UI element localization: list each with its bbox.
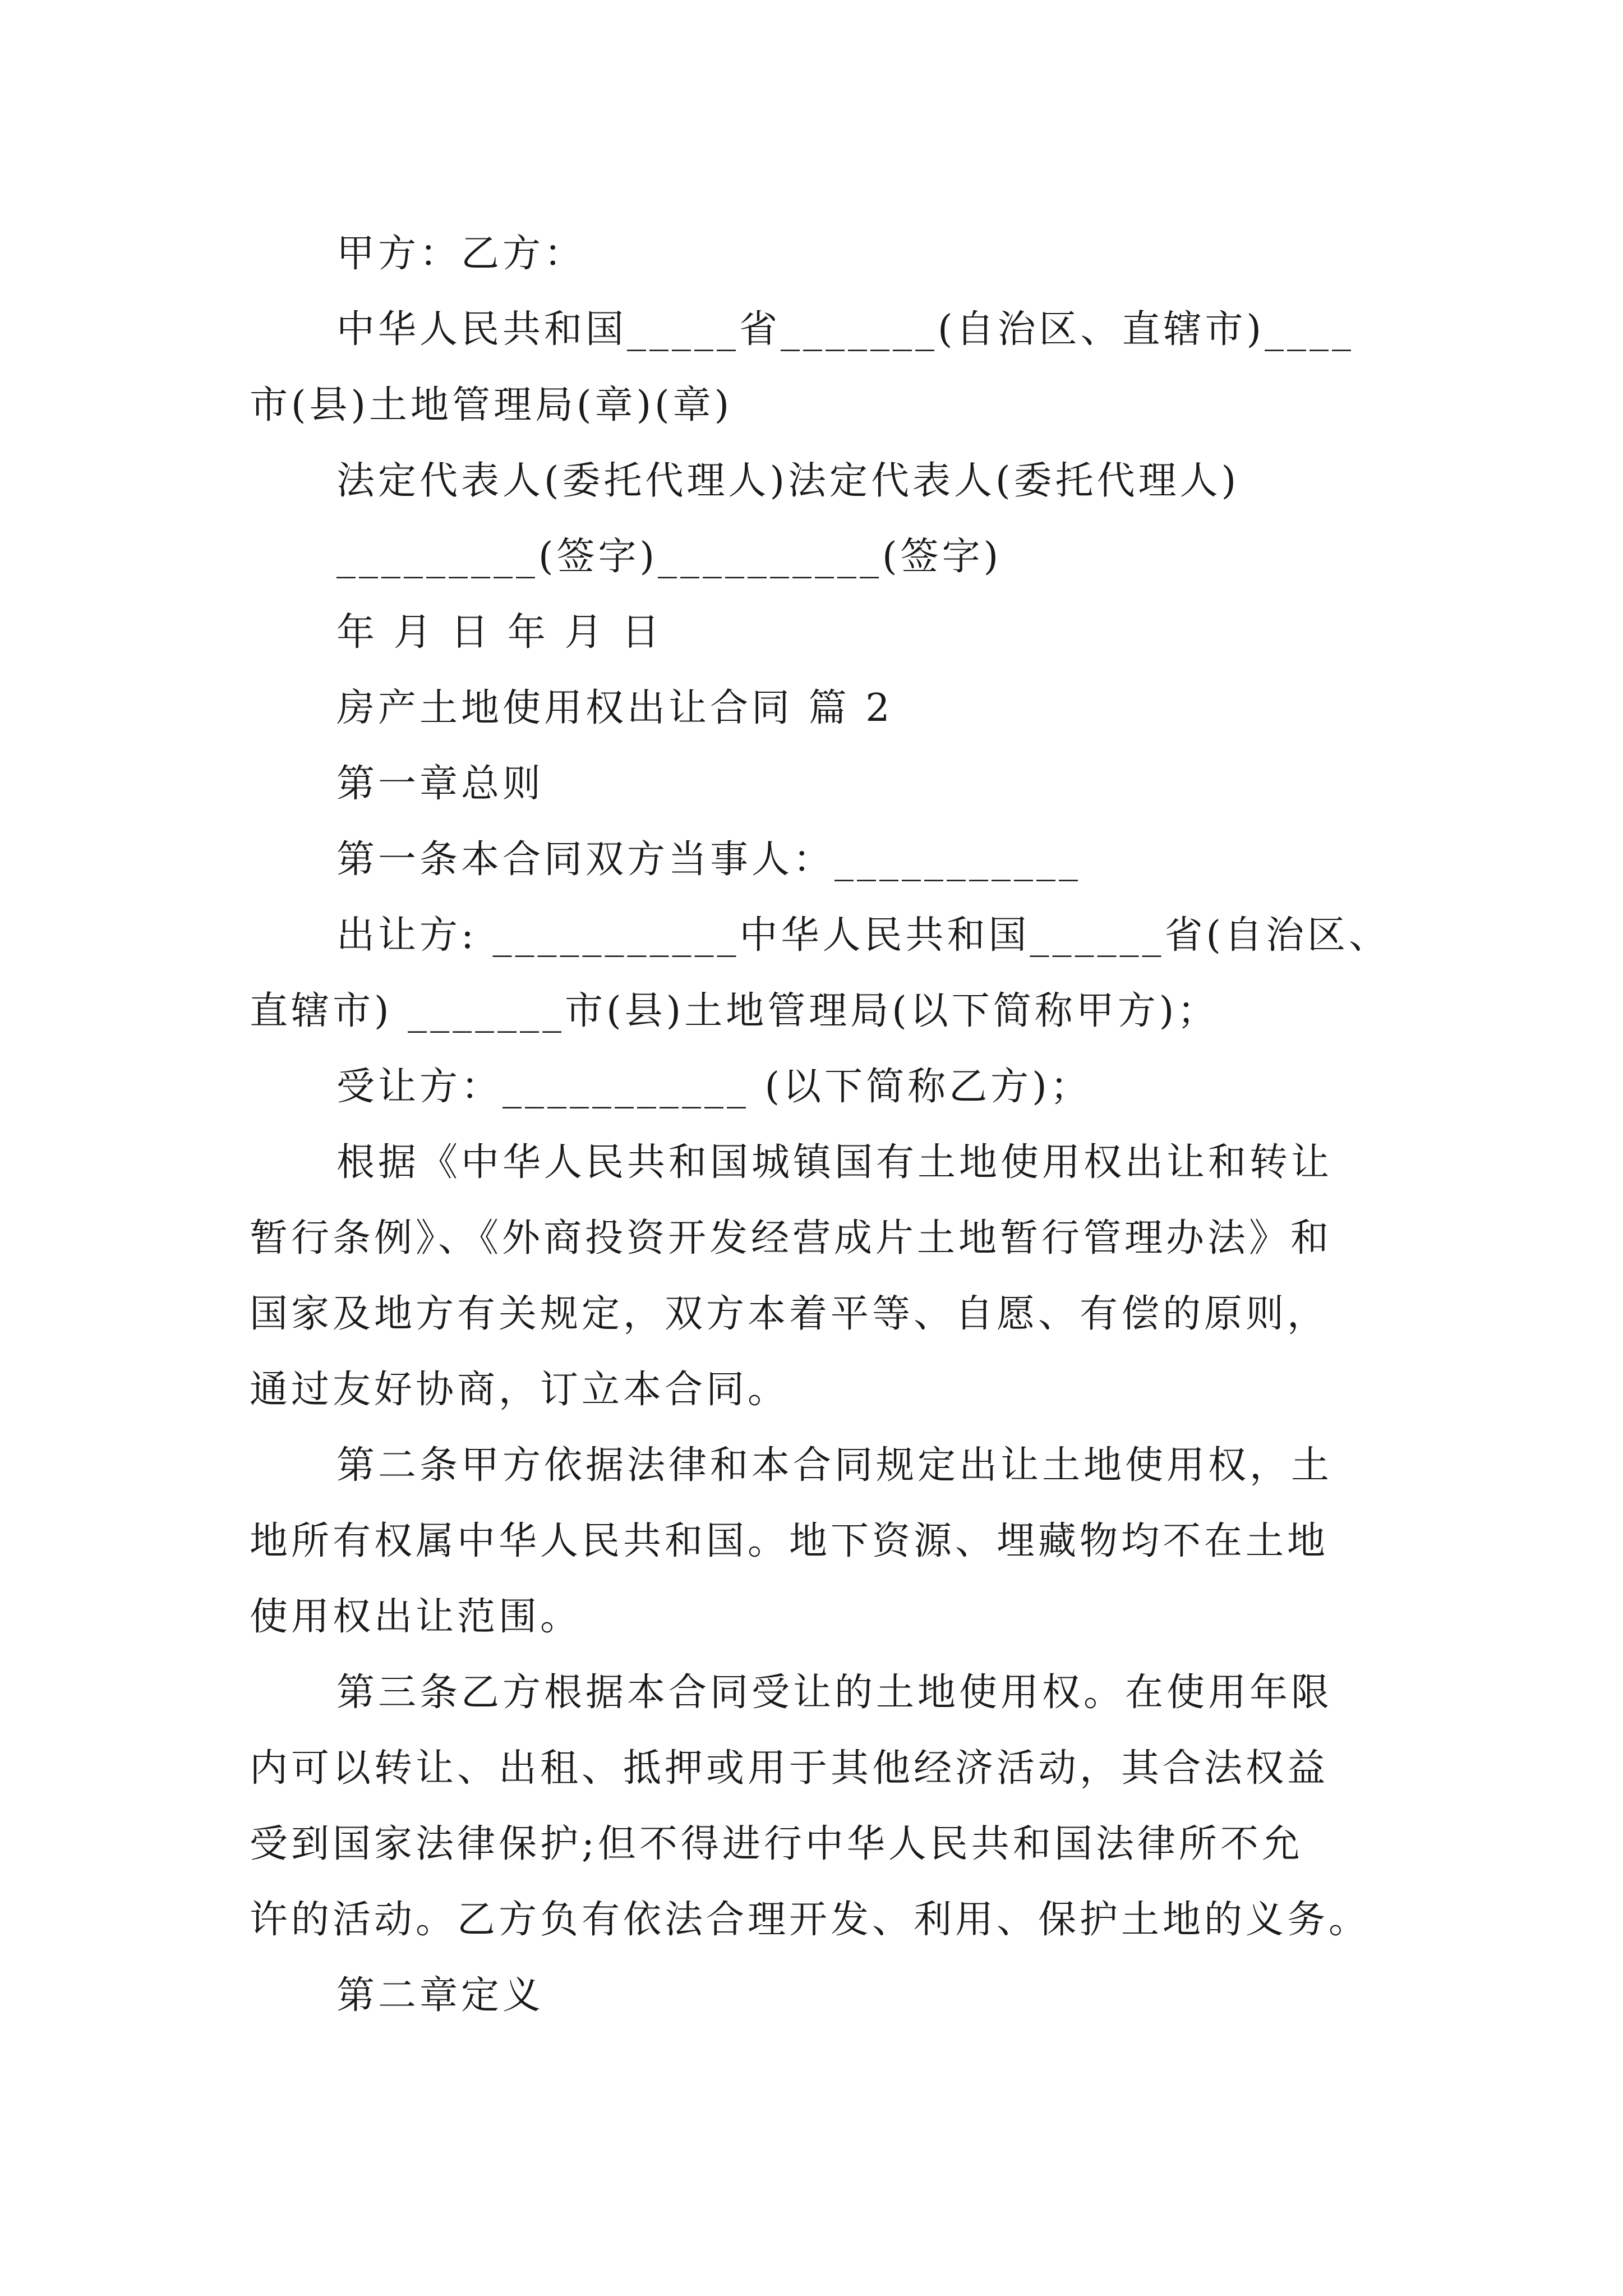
document-line: 直辖市) _______市(县)土地管理局(以下简称甲方)； xyxy=(250,989,1219,1033)
document-line: 第一章总则 xyxy=(336,762,545,806)
document-line: 第一条本合同双方当事人：___________ xyxy=(336,838,1082,882)
document-line: 中华人民共和国_____省_______(自治区、直辖市)____ xyxy=(336,307,1355,352)
document-line: 第二条甲方依据法律和本合同规定出让土地使用权，土 xyxy=(336,1443,1333,1488)
document-body xyxy=(250,216,1391,2033)
document-line: 第二章定义 xyxy=(336,1973,545,2018)
document-line: 受让方：___________ (以下简称乙方)； xyxy=(336,1065,1092,1109)
document-line: 使用权出让范围。 xyxy=(250,1595,582,1639)
document-line: _________(签字)__________(签字) xyxy=(336,535,1002,579)
document-line: 年 月 日 年 月 日 xyxy=(336,610,663,655)
document-line: 法定代表人(委托代理人)法定代表人(委托代理人) xyxy=(336,459,1240,503)
document-line: 出让方: ___________中华人民共和国______省(自治区、 xyxy=(336,913,1391,958)
document-line: 受到国家法律保护;但不得进行中华人民共和国法律所不允 xyxy=(250,1822,1303,1866)
document-line: 市(县)土地管理局(章)(章) xyxy=(250,383,733,427)
document-line: 第三条乙方根据本合同受让的土地使用权。在使用年限 xyxy=(336,1671,1333,1715)
document-line: 国家及地方有关规定，双方本着平等、自愿、有偿的原则， xyxy=(250,1292,1329,1336)
document-line: 通过友好协商，订立本合同。 xyxy=(250,1368,790,1412)
document-line: 根据《中华人民共和国城镇国有土地使用权出让和转让 xyxy=(336,1140,1333,1185)
document-line: 房产土地使用权出让合同 篇 2 xyxy=(336,686,893,730)
document-line: 内可以转让、出租、抵押或用于其他经济活动，其合法权益 xyxy=(250,1746,1329,1791)
document-line: 甲方：乙方： xyxy=(336,232,586,276)
document-line: 许的活动。乙方负有依法合理开发、利用、保护土地的义务。 xyxy=(250,1898,1371,1942)
document-line: 暂行条例》、《外商投资开发经营成片土地暂行管理办法》和 xyxy=(250,1216,1332,1260)
document-line: 地所有权属中华人民共和国。地下资源、埋藏物均不在土地 xyxy=(250,1519,1329,1563)
